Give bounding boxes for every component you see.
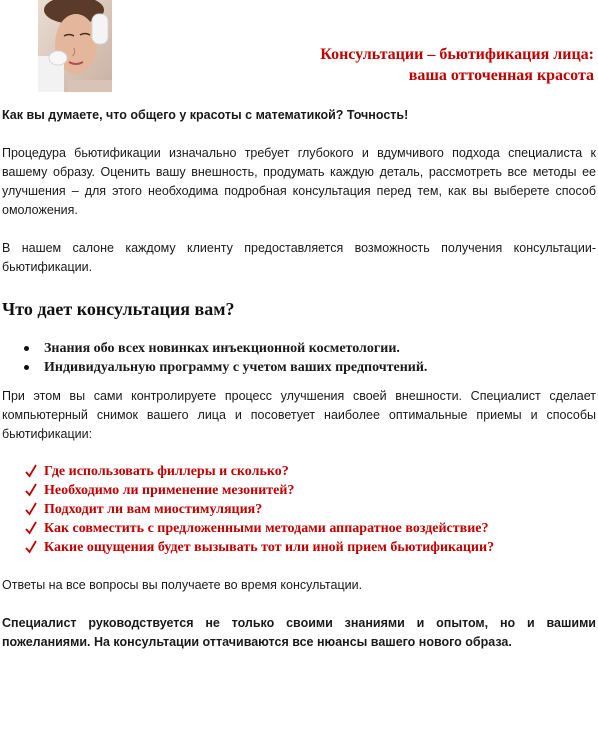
question-text: Где использовать филлеры и сколько? — [44, 464, 289, 479]
paragraph-answers: Ответы на все вопросы вы получаете во время консультации. — [2, 578, 363, 592]
checkmark-icon — [24, 463, 38, 479]
section-heading: Что дает консультация вам? — [2, 299, 235, 319]
article-body — [2, 106, 596, 652]
benefits-list — [2, 339, 596, 377]
questions-list — [2, 462, 596, 557]
spacer — [2, 557, 596, 576]
closing-paragraph: Специалист руководствуется не только своими знаниями и опытом, но и вашими пожеланиями. На консультации оттачиваются все нюансы вашего нового образа. — [2, 616, 596, 649]
question-text: Подходит ли вам миостимуляция? — [44, 502, 263, 517]
question-item — [2, 462, 596, 481]
page-title-line2: ваша отточенная красота — [408, 67, 594, 84]
intro-question: Как вы думаете, что общего у красоты с математикой? Точность! — [2, 108, 409, 122]
page-title — [134, 44, 594, 86]
checkmark-icon — [24, 520, 38, 536]
checkmark-icon — [24, 539, 38, 555]
cosmetology-photo — [38, 0, 112, 92]
spacer — [2, 595, 596, 614]
paragraph-salon: В нашем салоне каждому клиенту предоставляется возможность получения консультации-бьютификации. — [2, 241, 596, 274]
question-text: Как совместить с предложенными методами аппаратное воздействие? — [44, 521, 489, 536]
question-text: Какие ощущения будет вызывать тот или иной прием бьютификации? — [44, 540, 495, 555]
question-item — [2, 519, 596, 538]
question-item — [2, 481, 596, 500]
checkmark-icon — [24, 501, 38, 517]
question-item — [2, 538, 596, 557]
spacer — [2, 220, 596, 239]
benefit-item: Знания обо всех новинках инъекционной косметологии. — [2, 339, 596, 358]
paragraph-control: При этом вы сами контролируете процесс улучшения своей внешности. Специалист сделает компьютерный снимок вашего лица и посоветует наиболее оптимальные приемы и способы бьютификации: — [2, 389, 596, 441]
spacer — [2, 125, 596, 144]
checkmark-icon — [24, 482, 38, 498]
spacer — [2, 377, 596, 387]
question-text: Необходимо ли применение мезонитей? — [44, 483, 295, 498]
paragraph-procedure: Процедура бьютификации изначально требует глубокого и вдумчивого подхода специалиста к вашему образу. Оценить вашу внешность, продумать каждую деталь, рассмотреть все методы ее улучшения – для этого необходима подробная консультация перед тем, как вы выберете способ омоложения. — [2, 146, 596, 217]
question-item — [2, 500, 596, 519]
page-title-line1: Консультации – бьютификация лица: — [320, 46, 594, 63]
benefit-item: Индивидуальную программу с учетом ваших предпочтений. — [2, 358, 596, 377]
